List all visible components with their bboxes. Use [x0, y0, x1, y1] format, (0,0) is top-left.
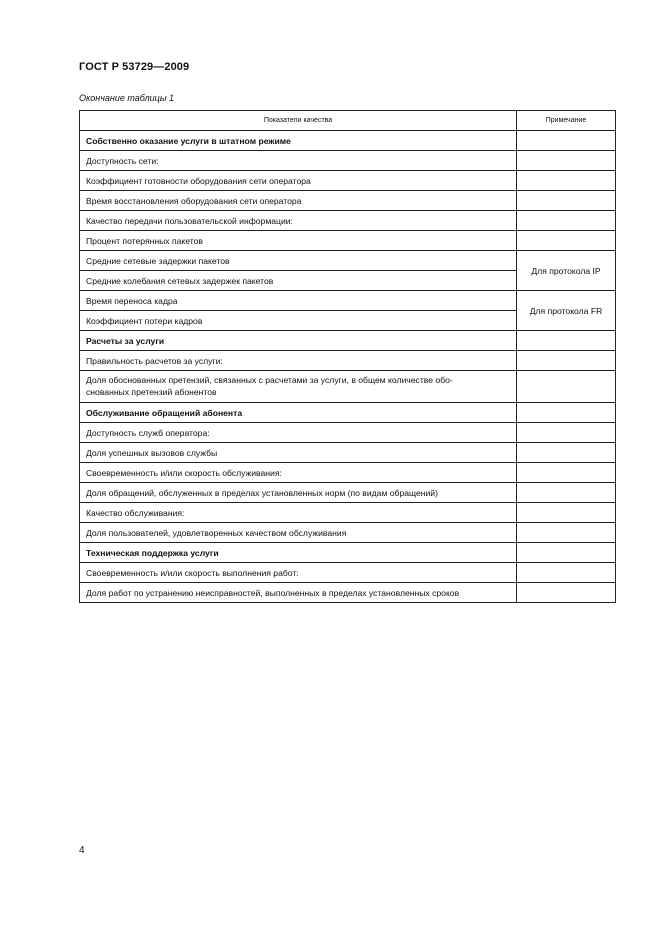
- table-section-row: [80, 403, 616, 423]
- indicator-cell: [80, 271, 517, 291]
- indicator-cell: [80, 351, 517, 371]
- table-row: [80, 231, 616, 251]
- indicator-cell: [80, 583, 517, 603]
- note-cell: [517, 131, 616, 151]
- table-row: [80, 171, 616, 191]
- section-title-cell: [80, 543, 517, 563]
- indicator-text: Расчеты за услуги: [86, 335, 165, 346]
- note-cell: [517, 211, 616, 231]
- indicator-cell: [80, 311, 517, 331]
- indicator-cell: [80, 503, 517, 523]
- note-cell: [517, 403, 616, 423]
- indicator-text: Средние сетевые задержки пакетов: [86, 255, 230, 266]
- column-header-indicators: Показатели качества: [80, 111, 517, 131]
- section-title-cell: [80, 131, 517, 151]
- table-row: [80, 351, 616, 371]
- table-row: [80, 483, 616, 503]
- table-row: [80, 583, 616, 603]
- table-row: [80, 211, 616, 231]
- indicator-text: Коэффициент потери кадров: [86, 315, 203, 326]
- indicator-cell: [80, 523, 517, 543]
- indicator-text: Доля успешных вызовов службы: [86, 447, 218, 458]
- table-section-row: [80, 543, 616, 563]
- note-cell: Для протокола IP: [517, 251, 616, 291]
- note-cell: [517, 523, 616, 543]
- note-cell: [517, 191, 616, 211]
- indicator-cell: [80, 443, 517, 463]
- note-cell: Для протокола FR: [517, 291, 616, 331]
- note-cell: [517, 583, 616, 603]
- note-cell: [517, 463, 616, 483]
- quality-table: [79, 110, 616, 603]
- indicator-cell: [80, 563, 517, 583]
- table-row: [80, 463, 616, 483]
- table-row: [80, 523, 616, 543]
- column-header-notes: Примечание: [517, 111, 616, 131]
- table-row: [80, 371, 616, 403]
- note-cell: [517, 331, 616, 351]
- table-row: [80, 251, 616, 271]
- indicator-text: Доступность служб оператора:: [86, 427, 210, 438]
- table-row: [80, 191, 616, 211]
- indicator-cell: [80, 423, 517, 443]
- indicator-text: Время переноса кадра: [86, 295, 178, 306]
- note-cell: [517, 543, 616, 563]
- indicator-cell: [80, 463, 517, 483]
- indicator-text: Средние колебания сетевых задержек пакетов: [86, 275, 274, 286]
- indicator-text: Обслуживание обращений абонента: [86, 407, 243, 418]
- indicator-cell: [80, 211, 517, 231]
- indicator-cell: [80, 251, 517, 271]
- indicator-text: Качество передачи пользовательской информации:: [86, 215, 293, 226]
- note-cell: [517, 503, 616, 523]
- indicator-cell: [80, 151, 517, 171]
- indicator-cell: [80, 371, 517, 403]
- standard-header: ГОСТ Р 53729—2009: [79, 61, 190, 73]
- section-title-cell: [80, 331, 517, 351]
- table-header-row: [80, 111, 616, 131]
- indicator-cell: [80, 483, 517, 503]
- indicator-text: Своевременность и/или скорость обслуживания:: [86, 467, 282, 478]
- table-row: [80, 151, 616, 171]
- indicator-text: Время восстановления оборудования сети оператора: [86, 195, 302, 206]
- table-section-row: [80, 331, 616, 351]
- indicator-text: Доля обоснованных претензий, связанных с расчетами за услуги, в общем количестве обо-: [86, 375, 453, 385]
- indicator-text: Коэффициент готовности оборудования сети оператора: [86, 175, 311, 186]
- note-cell: [517, 371, 616, 403]
- table-row: [80, 503, 616, 523]
- indicator-text: Доступность сети:: [86, 155, 159, 166]
- indicator-text: Качество обслуживания:: [86, 507, 185, 518]
- table-section-row: [80, 131, 616, 151]
- note-cell: [517, 443, 616, 463]
- indicator-text: Правильность расчетов за услуги:: [86, 355, 223, 366]
- indicator-text: Собственно оказание услуги в штатном режиме: [86, 135, 291, 146]
- section-title-cell: [80, 403, 517, 423]
- table-body: [80, 131, 616, 603]
- indicator-text-continued: снованных претензий абонентов: [86, 386, 217, 397]
- indicator-text: Доля пользователей, удовлетворенных качеством обслуживания: [86, 527, 347, 538]
- indicator-cell: [80, 231, 517, 251]
- note-cell: [517, 171, 616, 191]
- note-cell: [517, 423, 616, 443]
- indicator-cell: [80, 171, 517, 191]
- indicator-text: Техническая поддержка услуги: [86, 547, 219, 558]
- indicator-text: Своевременность и/или скорость выполнения работ:: [86, 567, 299, 578]
- indicator-cell: [80, 191, 517, 211]
- table-row: [80, 291, 616, 311]
- table-row: [80, 563, 616, 583]
- table-row: [80, 423, 616, 443]
- indicator-cell: [80, 291, 517, 311]
- table-row: [80, 443, 616, 463]
- note-cell: [517, 151, 616, 171]
- indicator-text: Доля обращений, обслуженных в пределах установленных норм (по видам обращений): [86, 487, 438, 498]
- page-number: 4: [79, 845, 85, 856]
- note-cell: [517, 231, 616, 251]
- table-caption: Окончание таблицы 1: [79, 93, 174, 103]
- indicator-text: Доля работ по устранению неисправностей, выполненных в пределах установленных сроков: [86, 587, 460, 598]
- indicator-text: Процент потерянных пакетов: [86, 235, 203, 246]
- note-cell: [517, 563, 616, 583]
- note-cell: [517, 483, 616, 503]
- note-cell: [517, 351, 616, 371]
